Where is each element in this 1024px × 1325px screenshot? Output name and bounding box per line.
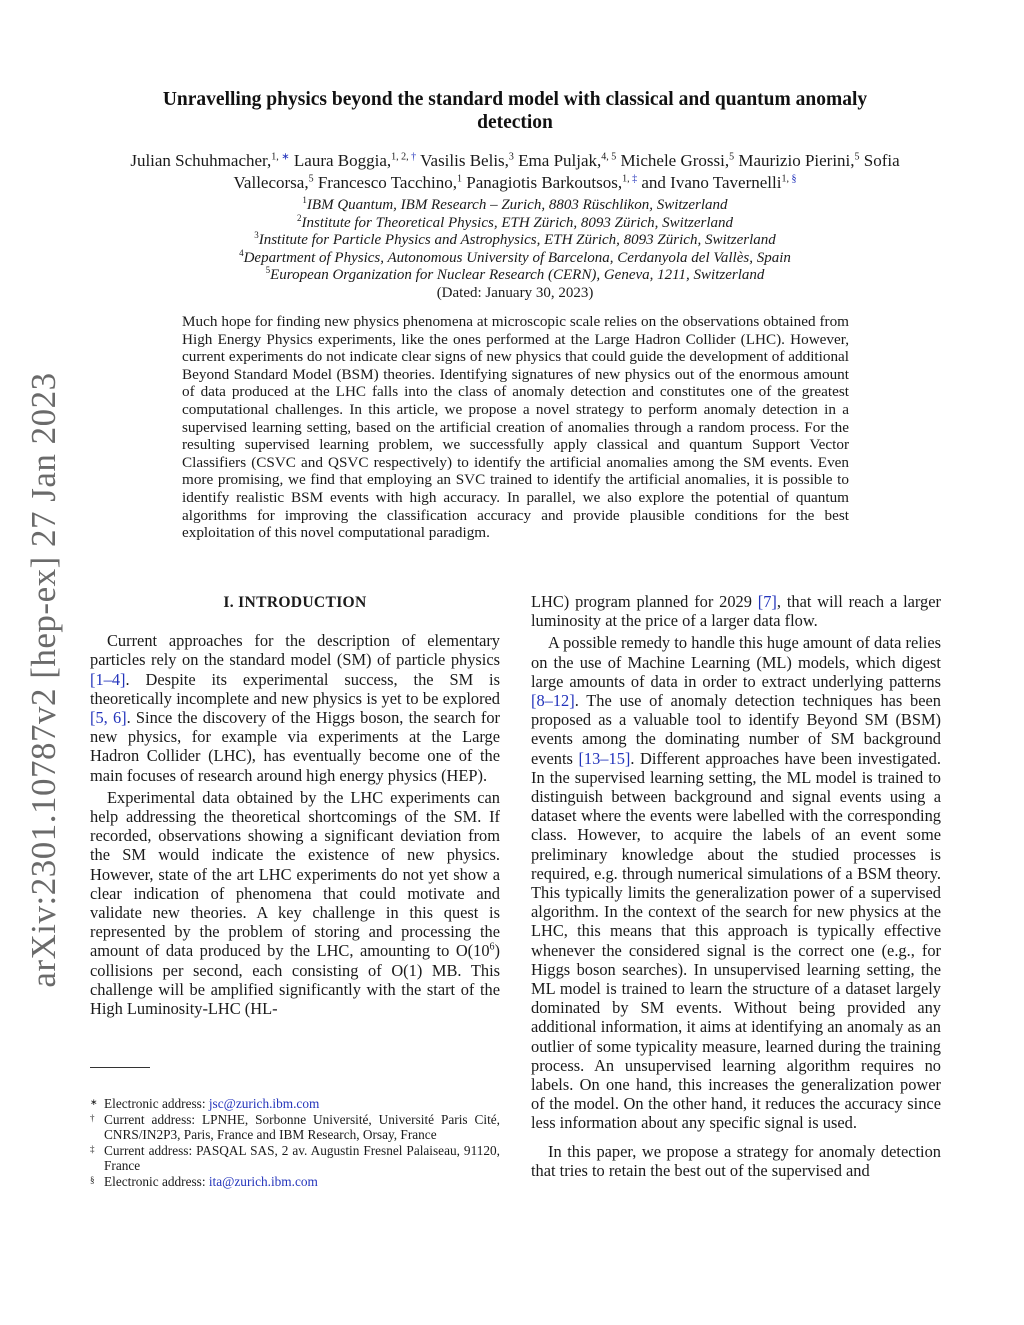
author: Ema Puljak,$^{4, 5}$ [518, 151, 617, 170]
author: Francesco Tacchino,$^1$ [317, 173, 463, 192]
title-line-2: detection [477, 112, 553, 133]
citation-link[interactable]: [5, 6] [90, 708, 127, 728]
affiliation: $^1$IBM Quantum, IBM Research – Zurich, 8803 Rüschlikon, Switzerland [302, 195, 728, 213]
paragraph: Current approaches for the description of elementary particles rely on the standard model (SM) of particle physics [1–4]. Despite its experimental success, the SM is theoretically incomplete and new physics is yet to be explored [5, 6]. Since the discovery of the Higgs boson, the search for new physics, for example via experiments at the Large Hadron Collider (LHC), has eventually become one of the main focuses of research around high energy physics (HEP). [90, 631, 500, 785]
footnote-link[interactable]: § [791, 173, 797, 185]
author: Sofia Vallecorsa,$^5$ [233, 151, 900, 192]
left-column [90, 592, 500, 1018]
author: Maurizio Pierini,$^5$ [738, 151, 860, 170]
footnote: † Current address: LPNHE, Sorbonne Université, Université Paris Cité, CNRS/IN2P3, Paris, France and IBM Research, Orsay, France [90, 1111, 500, 1143]
affiliation: $^4$Department of Physics, Autonomous University of Barcelona, Cerdanyola del Vallès, Spain [239, 247, 791, 266]
affiliation: $^3$Institute for Particle Physics and Astrophysics, ETH Zürich, 8093 Zürich, Switzerland [254, 230, 776, 249]
email-link[interactable]: jsc@zurich.ibm.com [208, 1096, 320, 1111]
footnote-divider [90, 1067, 150, 1068]
citation-link[interactable]: [8–12] [531, 691, 575, 711]
affiliation: $^2$Institute for Theoretical Physics, ETH Zürich, 8093 Zürich, Switzerland [296, 212, 734, 231]
paragraph: A possible remedy to handle this huge amount of data relies on the use of Machine Learning (ML) models, which digest large amounts of data in order to extract underlying patterns [8–12]. The use of anomaly detection techniques has been proposed as a valuable tool to identify Beyond SM (BSM) events among the dominating number of SM background events [13–15]. Different approaches have been investigated. In the supervised learning setting, the ML model is trained to distinguish between background and signal events using a dataset where the events were labelled with the corresponding class. However, to acquire the labels of an event some preliminary knowledge about the studied processes is required, e.g. through numerical simulations of a BSM theory. This typically limits the generalization power of a supervised algorithm. In the context of the search for new physics at the LHC, this means that this approach is typically effective whenever the considered signal is the correct one (e.g., for Higgs boson searches). In unsupervised learning setting, the ML model is trained to learn the structure of a dataset largely dominated by SM events. Without being provided any additional information, it aims at identifying an anomaly as an outlier of some typicality measure, learned during the training process. An unsupervised learning algorithm requires no labels. On one hand, this increases the generalization power of the model. On the other hand, it reduces the accuracy since less information about any specific signal is used. [531, 633, 941, 1133]
affiliations [110, 197, 920, 303]
arxiv-identifier: arXiv:2301.10787v2 [hep-ex] 27 Jan 2023 [24, 372, 63, 988]
citation-link[interactable]: [7] [757, 592, 777, 611]
footnotes [90, 1096, 500, 1190]
footnote-link[interactable]: ‡ [632, 173, 638, 185]
right-column [531, 592, 941, 1180]
author: and Ivano Tavernelli$^{1, \S}$ [641, 173, 797, 192]
paragraph: In this paper, we propose a strategy for anomaly detection that tries to retain the best out of the supervised and [531, 1141, 941, 1180]
email-link[interactable]: ita@zurich.ibm.com [208, 1173, 318, 1189]
title-line-1: Unravelling physics beyond the standard model with classical and quantum anomaly [162, 89, 868, 110]
author: Laura Boggia,$^{1, 2, \dagger}$ [293, 151, 417, 170]
arxiv-sidebar [14, 360, 74, 1000]
footnote-link[interactable]: ∗ [281, 151, 290, 163]
affiliation: $^5$European Organization for Nuclear Research (CERN), Geneva, 1211, Switzerland [265, 265, 765, 284]
author: Michele Grossi,$^5$ [620, 151, 735, 170]
author: Julian Schuhmacher,$^{1, ∗}$ [130, 151, 290, 170]
abstract: Much hope for finding new physics phenomena at microscopic scale relies on the observations obtained from High Energy Physics experiments, like the ones performed at the Large Hadron Collider (LHC). However, current experiments do not indicate clear signs of new physics that could guide the development of additional Beyond Standard Model (BSM) theories. Identifying signatures of new physics out of the enormous amount of data produced at the LHC falls into the class of anomaly detection and constitutes one of the greatest computational challenges. In this article, we propose a novel strategy to perform anomaly detection in a supervised learning setting, based on the artificial creation of anomalies through a random process. For the resulting supervised learning problem, we successfully apply classical and quantum Support Vector Classifiers (CSVC and QSVC respectively) to identify the artificial anomalies among the SM events. Even more promising, we find that employing an SVC trained to identify the artificial anomalies, it is possible to identify realistic BSM events with high accuracy. In parallel, we also explore the potential of quantum algorithms for improving the classification accuracy and provide plausible conditions for the best exploitation of this novel computational paradigm. [182, 313, 849, 542]
footnote: ‡ Current address: PASQAL SAS, 2 av. Augustin Fresnel Palaiseau, 91120, France [90, 1142, 500, 1174]
footnote: § Electronic address: ita@zurich.ibm.com [90, 1173, 318, 1189]
citation-link[interactable]: [1–4] [90, 669, 126, 689]
footnote: ∗ Electronic address: jsc@zurich.ibm.com [90, 1096, 320, 1111]
author-list [110, 150, 920, 194]
paragraph: LHC) program planned for 2029 [7], that will reach a larger luminosity at the price of a larger data flow. [531, 592, 941, 631]
paper-title [90, 88, 940, 134]
date-line: (Dated: January 30, 2023) [436, 284, 594, 301]
author: Panagiotis Barkoutsos,$^{1, \ddagger}$ [466, 173, 638, 192]
section-heading: I. INTRODUCTION [223, 594, 367, 611]
citation-link[interactable]: [13–15] [578, 748, 631, 768]
author: Vasilis Belis,$^3$ [420, 151, 514, 170]
footnote-link[interactable]: † [411, 151, 417, 163]
paragraph: Experimental data obtained by the LHC experiments can help addressing the theoretical shortcomings of the SM. If recorded, observations showing a significant deviation from the SM would indicate the existence of new physics. However, state of the art LHC experiments do not yet show a clear indication of phenomena that could motivate and validate new theories. A key challenge in this quest is represented by the problem of storing and processing the amount of data produced by the LHC, amounting to $O(10^6)$ collisions per second, each consisting of O(1) MB. This challenge will be amplified significantly with the start of the High Luminosity-LHC (HL- [90, 787, 500, 1019]
